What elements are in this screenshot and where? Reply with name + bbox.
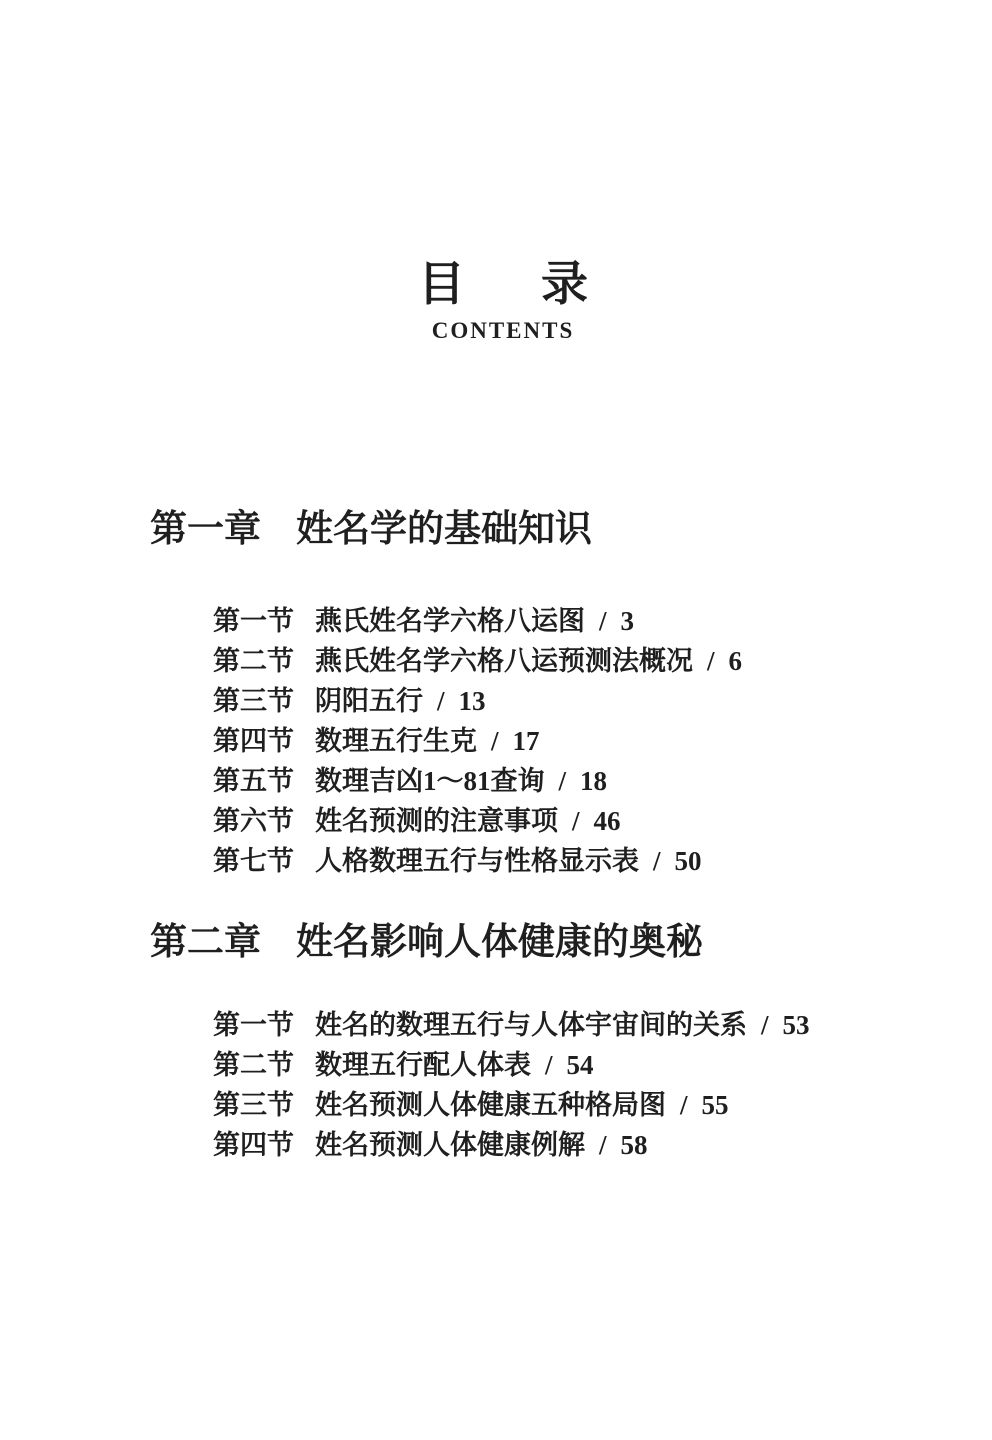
chapter-2-sections	[0, 1005, 992, 1165]
page-number: 13	[458, 686, 486, 717]
page-separator: /	[653, 846, 661, 877]
toc-entry	[213, 1045, 992, 1085]
section-title: 姓名预测的注意事项	[315, 806, 558, 837]
toc-header	[0, 0, 992, 343]
page-number: 53	[782, 1010, 810, 1041]
page-number: 58	[620, 1130, 648, 1161]
section-title: 燕氏姓名学六格八运图	[315, 606, 585, 637]
chapter-title: 姓名影响人体健康的奥秘	[296, 922, 703, 964]
section-label: 第一节	[213, 1010, 294, 1041]
section-title: 数理五行配人体表	[315, 1050, 531, 1081]
page-title-char-right: 录	[541, 259, 588, 311]
page-subtitle: CONTENTS	[431, 318, 575, 343]
page-separator: /	[707, 646, 715, 677]
toc-entry	[213, 841, 992, 881]
section-title: 姓名预测人体健康例解	[315, 1130, 585, 1161]
toc-entry	[213, 1125, 992, 1165]
section-label: 第七节	[213, 846, 294, 877]
page-separator: /	[545, 1050, 553, 1081]
section-title: 人格数理五行与性格显示表	[315, 846, 639, 877]
page-separator: /	[558, 766, 567, 797]
page-number: 50	[674, 846, 702, 877]
section-label: 第二节	[213, 1050, 294, 1081]
section-label: 第四节	[213, 726, 294, 757]
chapter-1-heading	[0, 506, 992, 554]
toc-entry	[213, 801, 992, 841]
section-label: 第五节	[213, 766, 294, 797]
toc-entry	[213, 1005, 992, 1045]
section-title: 阴阳五行	[315, 686, 423, 717]
page-number: 6	[728, 646, 743, 677]
page-separator: /	[491, 726, 499, 757]
page-number: 54	[566, 1050, 594, 1081]
page-number: 55	[701, 1090, 729, 1121]
page-number: 18	[580, 766, 608, 797]
toc-entry	[213, 1085, 992, 1125]
chapter-label: 第一章	[150, 509, 261, 551]
section-label: 第三节	[213, 686, 294, 717]
page-separator: /	[680, 1090, 688, 1121]
section-title: 数理五行生克	[315, 726, 477, 757]
toc-entry	[213, 761, 992, 801]
toc-entry	[213, 601, 992, 641]
section-label: 第二节	[213, 646, 294, 677]
page-title-char-left: 目	[418, 259, 465, 311]
page-separator: /	[599, 1130, 607, 1161]
page-separator: /	[572, 806, 580, 837]
chapter-1-sections	[0, 601, 992, 881]
section-title: 姓名预测人体健康五种格局图	[315, 1090, 666, 1121]
section-label: 第六节	[213, 806, 294, 837]
page-number: 3	[620, 606, 635, 637]
section-title: 姓名的数理五行与人体宇宙间的关系	[315, 1010, 747, 1041]
page-title	[14, 259, 992, 311]
toc-entry	[213, 681, 992, 721]
section-label: 第三节	[213, 1090, 294, 1121]
chapter-1	[0, 506, 992, 881]
page-separator: /	[599, 606, 607, 637]
chapter-title: 姓名学的基础知识	[296, 509, 592, 551]
page-number: 46	[593, 806, 621, 837]
chapter-2-heading	[0, 919, 992, 967]
section-label: 第一节	[213, 606, 294, 637]
section-label: 第四节	[213, 1130, 294, 1161]
page-number: 17	[512, 726, 540, 757]
page-separator: /	[761, 1010, 769, 1041]
toc-entry	[213, 721, 992, 761]
section-title: 燕氏姓名学六格八运预测法概况	[315, 646, 693, 677]
page-separator: /	[437, 686, 445, 717]
toc-entry	[213, 641, 992, 681]
chapter-2	[0, 919, 992, 1165]
section-title: 数理吉凶1～81查询	[315, 766, 545, 797]
chapter-label: 第二章	[150, 922, 261, 964]
